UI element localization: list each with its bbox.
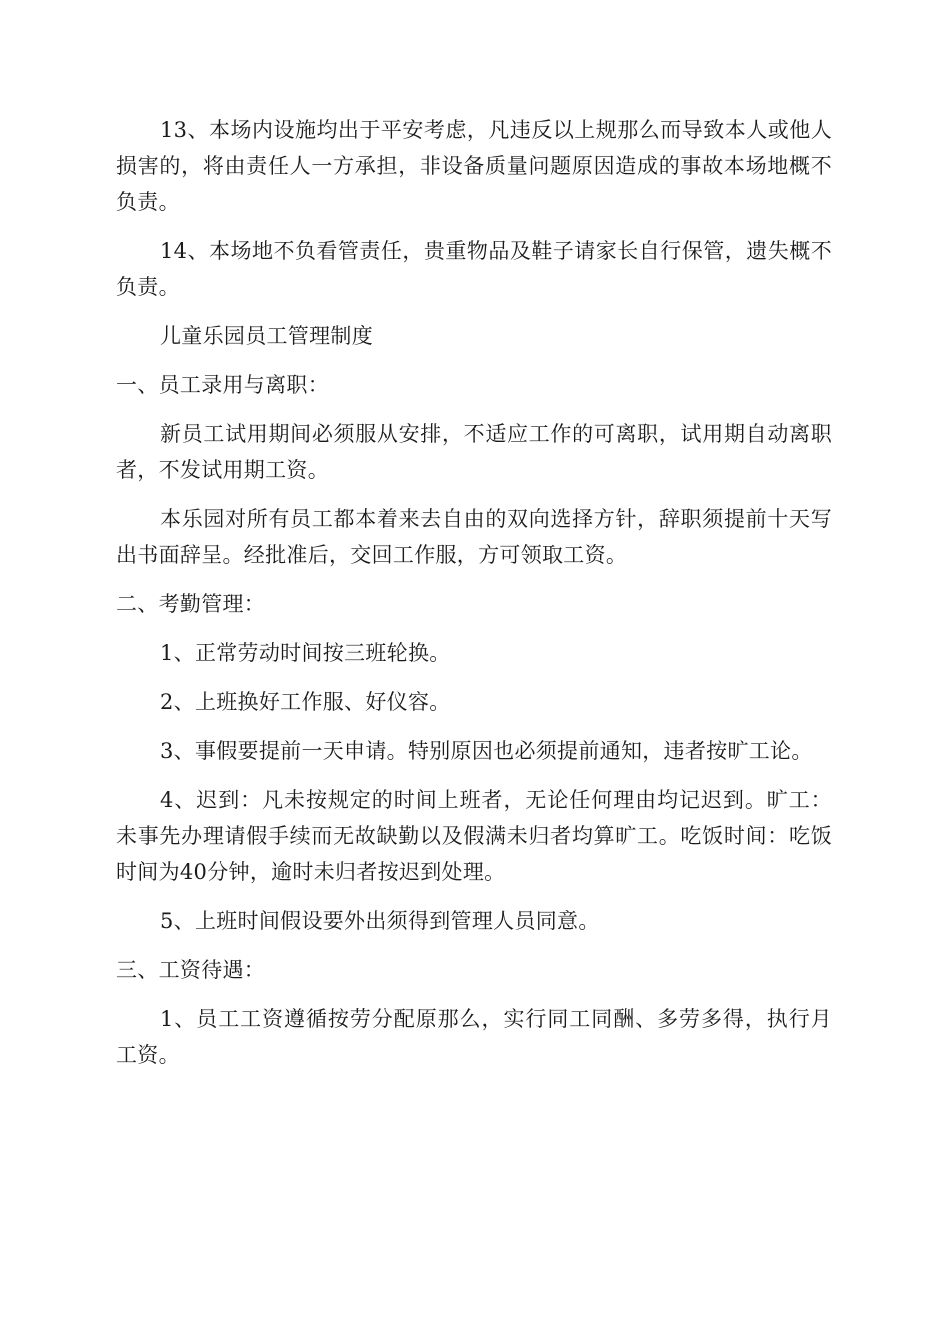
paragraph-probation: 新员工试用期间必须服从安排，不适应工作的可离职，试用期自动离职者，不发试用期工资。 bbox=[116, 422, 832, 482]
paragraph-rule-13: 13、本场内设施均出于平安考虑，凡违反以上规那么而导致本人或他人损害的，将由责任人一方承担，非设备质量问题原因造成的事故本场地概不负责。 bbox=[116, 118, 832, 214]
paragraph-attendance-1: 1、正常劳动时间按三班轮换。 bbox=[160, 641, 451, 665]
heading-salary: 三、工资待遇： bbox=[116, 958, 266, 982]
heading-attendance: 二、考勤管理： bbox=[116, 592, 266, 616]
section-title: 儿童乐园员工管理制度 bbox=[160, 324, 373, 348]
document-body bbox=[116, 112, 832, 1086]
paragraph-salary-1: 1、员工工资遵循按劳分配原那么，实行同工同酬、多劳多得，执行月工资。 bbox=[116, 1007, 832, 1067]
paragraph-attendance-4: 4、迟到：凡未按规定的时间上班者，无论任何理由均记迟到。旷工：未事先办理请假手续而无故缺勤以及假满未归者均算旷工。吃饭时间：吃饭时间为40分钟，逾时未归者按迟到处理。 bbox=[116, 788, 832, 884]
paragraph-attendance-2: 2、上班换好工作服、好仪容。 bbox=[160, 690, 451, 714]
paragraph-rule-14: 14、本场地不负看管责任，贵重物品及鞋子请家长自行保管，遗失概不负责。 bbox=[116, 239, 832, 299]
heading-hiring-leaving: 一、员工录用与离职： bbox=[116, 373, 329, 397]
paragraph-attendance-3: 3、事假要提前一天申请。特别原因也必须提前通知，违者按旷工论。 bbox=[160, 739, 813, 763]
paragraph-resignation: 本乐园对所有员工都本着来去自由的双向选择方针，辞职须提前十天写出书面辞呈。经批准后，交回工作服，方可领取工资。 bbox=[116, 507, 832, 567]
paragraph-attendance-5: 5、上班时间假设要外出须得到管理人员同意。 bbox=[160, 909, 600, 933]
